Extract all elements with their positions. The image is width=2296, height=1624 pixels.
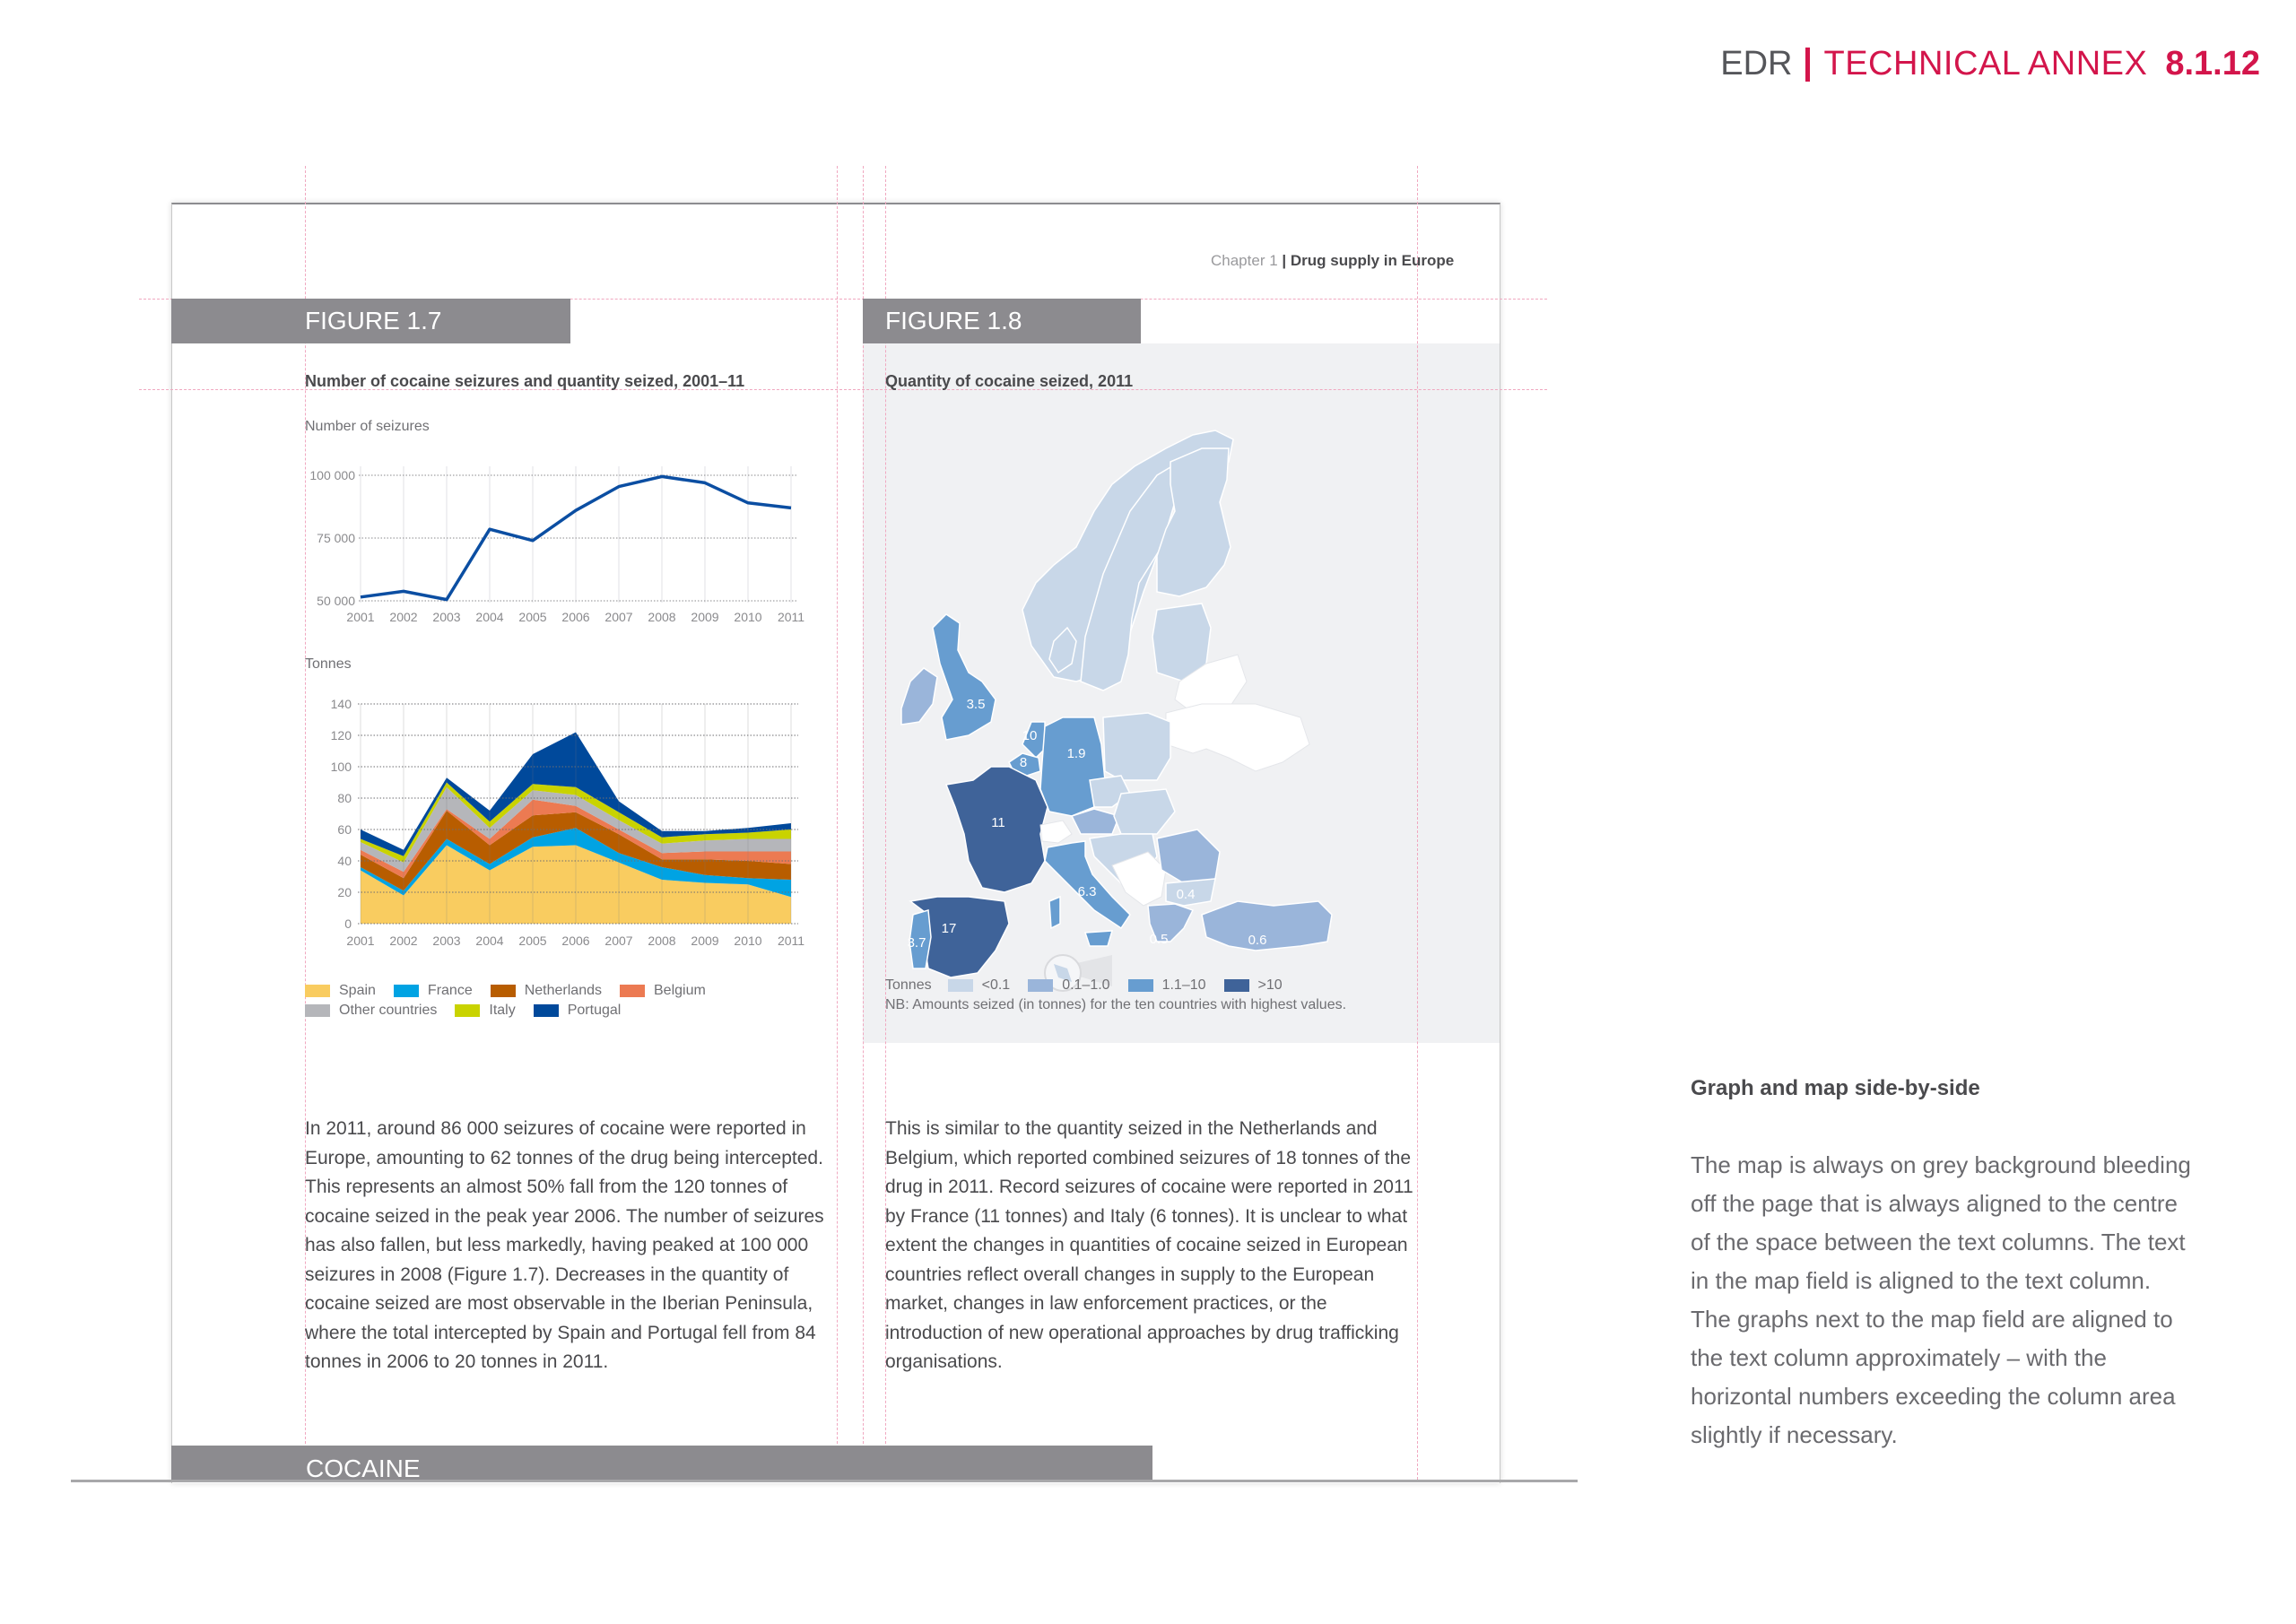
running-head-divider: | [1282, 252, 1287, 269]
legend-label: Other countries [339, 1003, 438, 1018]
legend-label: France [427, 983, 473, 998]
map-legend-item [1224, 977, 1283, 994]
legend-label: Spain [339, 983, 376, 998]
x-tick-label: 2002 [389, 934, 418, 948]
page-baseline [71, 1480, 1578, 1482]
map-label-belgium: 8 [1019, 755, 1028, 770]
document-header [1720, 45, 2260, 83]
y-tick-label: 75 000 [317, 531, 355, 545]
x-tick-label: 2006 [561, 610, 590, 624]
map-note: NB: Amounts seized (in tonnes) for the ten countries with highest values. [885, 997, 1347, 1012]
legend-label: Italy [489, 1003, 516, 1018]
legend-item-italy [455, 1003, 515, 1019]
map-legend-title: Tonnes [885, 977, 932, 993]
x-tick-label: 2009 [691, 610, 719, 624]
map-legend-item [1128, 977, 1206, 994]
y-tick-label: 60 [337, 822, 352, 837]
map-legend-row [885, 976, 1346, 995]
map-label-bulgaria: 0.4 [1176, 887, 1196, 902]
x-tick-label: 2005 [518, 934, 547, 948]
running-head-chapter: Chapter 1 [1211, 252, 1278, 269]
figure-1-8-label-bar [863, 299, 1141, 343]
map-label-italy: 6.3 [1077, 884, 1097, 899]
x-tick-label: 2010 [734, 610, 762, 624]
legend-label: 0.1–1.0 [1062, 977, 1110, 993]
y-tick-label: 120 [330, 728, 352, 743]
legend-item-netherlands [491, 983, 602, 999]
legend-swatch [1224, 979, 1249, 992]
figure-1-8-label: FIGURE 1.8 [885, 307, 1022, 334]
map-region-turkey [1202, 901, 1332, 951]
x-tick-label: 2002 [389, 610, 418, 624]
x-tick-label: 2004 [475, 610, 504, 624]
x-tick-label: 2011 [777, 610, 805, 624]
legend-row [305, 1001, 724, 1020]
brand-label: EDR [1720, 45, 1793, 83]
legend-item-portugal [534, 1003, 622, 1019]
x-tick-label: 2008 [648, 610, 676, 624]
y-tick-label: 100 000 [309, 468, 355, 482]
map-region-hungary-slovakia [1114, 789, 1175, 834]
legend-item-france [394, 983, 473, 999]
x-tick-label: 2006 [561, 934, 590, 948]
section-footer-label: COCAINE [306, 1455, 421, 1482]
legend-swatch [948, 979, 973, 992]
legend-swatch [305, 1004, 330, 1017]
header-divider [1805, 48, 1810, 82]
sidebar-body: The map is always on grey background bleeding off the page that is always aligned to the centre of the space between the text columns. The text in the map field is aligned to the text column. The graphs next to the map field are aligned to the text column approximately – with the horizontal numbers exceeding the column area slightly if necessary. [1691, 1151, 2191, 1448]
y-tick-label: 50 000 [317, 594, 355, 608]
x-tick-label: 2009 [691, 934, 719, 948]
y-tick-label: 20 [337, 885, 352, 899]
legend-label: Netherlands [524, 983, 602, 998]
map-legend-item [948, 977, 1011, 994]
body-text-left [305, 1115, 843, 1377]
x-tick-label: 2010 [734, 934, 762, 948]
y-tick-label: 80 [337, 791, 352, 805]
legend-label: 1.1–10 [1161, 977, 1206, 993]
figure-1-8-title: Quantity of cocaine seized, 2011 [885, 372, 1134, 390]
figure-1-7-title: Number of cocaine seizures and quantity seized, 2001–11 [305, 372, 745, 390]
line-chart-ylabel: Number of seizures [305, 419, 430, 434]
legend-label: Portugal [567, 1003, 622, 1018]
x-tick-label: 2007 [604, 610, 633, 624]
running-head-title: Drug supply in Europe [1290, 252, 1455, 269]
map-label-spain: 17 [941, 921, 957, 936]
map-region-ireland [901, 668, 937, 725]
area-chart-ylabel: Tonnes [305, 656, 352, 672]
legend-label: Belgium [654, 983, 706, 998]
legend-swatch [620, 985, 645, 997]
tonnes-stacked-area-chart [287, 690, 861, 960]
body-text-right [885, 1115, 1423, 1377]
map-label-france: 11 [991, 815, 1005, 830]
paragraph: This is similar to the quantity seized in the Netherlands and Belgium, which reported combined seizures of 18 tonnes of the drug in 2011. Record seizures of cocaine were reported in 2011 by France (11 tonnes) and Italy (6 tonnes). It is unclear to what extent the changes in quantities of cocaine seized in European countries reflect overall changes in supply to the European market, changes in law enforcement practices, or the introduction of new operational approaches by drug trafficking organisations. [885, 1118, 1413, 1372]
section-number: 8.1.12 [2165, 45, 2260, 83]
map-label-germany: 1.9 [1066, 746, 1086, 761]
map-legend-item [1028, 977, 1109, 994]
legend-label: <0.1 [981, 977, 1011, 993]
legend-swatch [534, 1004, 559, 1017]
section-label: TECHNICAL ANNEX [1823, 45, 2148, 83]
seizures-line-chart [287, 448, 861, 628]
y-tick-label: 100 [330, 760, 352, 774]
x-tick-label: 2005 [518, 610, 547, 624]
legend-item-other-countries [305, 1003, 437, 1019]
legend-swatch [491, 985, 516, 997]
x-tick-label: 2003 [432, 610, 461, 624]
legend-row [305, 981, 724, 1001]
x-tick-label: 2007 [604, 934, 633, 948]
y-tick-label: 40 [337, 854, 352, 868]
figure-1-7-label-bar [171, 299, 570, 343]
map-region-united-kingdom [933, 614, 996, 740]
area-chart-legend [305, 981, 724, 1020]
legend-swatch [394, 985, 419, 997]
x-tick-label: 2003 [432, 934, 461, 948]
legend-label: >10 [1257, 977, 1283, 993]
legend-item-belgium [620, 983, 706, 999]
map-label-netherlands: 10 [1022, 728, 1038, 743]
x-tick-label: 2011 [777, 934, 805, 948]
map-label-portugal: 3.7 [907, 935, 926, 951]
map-region-ukraine [1166, 704, 1309, 771]
y-tick-label: 0 [344, 916, 352, 931]
map-label-turkey: 0.6 [1248, 933, 1267, 948]
map-label-greece: 0.5 [1149, 932, 1169, 947]
x-tick-label: 2004 [475, 934, 504, 948]
x-tick-label: 2001 [346, 934, 375, 948]
europe-choropleth-map [897, 413, 1453, 951]
map-region-poland [1103, 713, 1170, 780]
section-footer-bar [171, 1446, 1152, 1480]
legend-swatch [455, 1004, 480, 1017]
guide-line [863, 166, 864, 1480]
map-region-sardinia [1049, 897, 1060, 928]
sidebar-heading: Graph and map side-by-side [1691, 1076, 1980, 1100]
figure-1-7-label: FIGURE 1.7 [305, 307, 442, 334]
map-region-switzerland [1040, 821, 1072, 843]
legend-swatch [1128, 979, 1153, 992]
map-label-united-kingdom: 3.5 [966, 697, 986, 712]
map-legend [885, 976, 1346, 1013]
running-head [1211, 252, 1454, 270]
legend-item-spain [305, 983, 376, 999]
x-tick-label: 2008 [648, 934, 676, 948]
map-region-romania [1157, 829, 1220, 883]
map-region-sicily [1085, 931, 1112, 946]
y-tick-label: 140 [330, 697, 352, 711]
paragraph: In 2011, around 86 000 seizures of cocaine were reported in Europe, amounting to 62 tonnes of the drug being intercepted. This represents an almost 50% fall from the 120 tonnes of cocaine seized in the peak year 2006. The number of seizures has also fallen, but less markedly, having peaked at 100 000 seizures in 2008 (Figure 1.7). Decreases in the quantity of cocaine seized are most observable in the Iberian Peninsula, where the total intercepted by Spain and Portugal fell from 84 tonnes in 2006 to 20 tonnes in 2011. [305, 1118, 824, 1372]
legend-swatch [1028, 979, 1053, 992]
x-tick-label: 2001 [346, 610, 375, 624]
legend-swatch [305, 985, 330, 997]
sidebar-note [1691, 1076, 2193, 1455]
